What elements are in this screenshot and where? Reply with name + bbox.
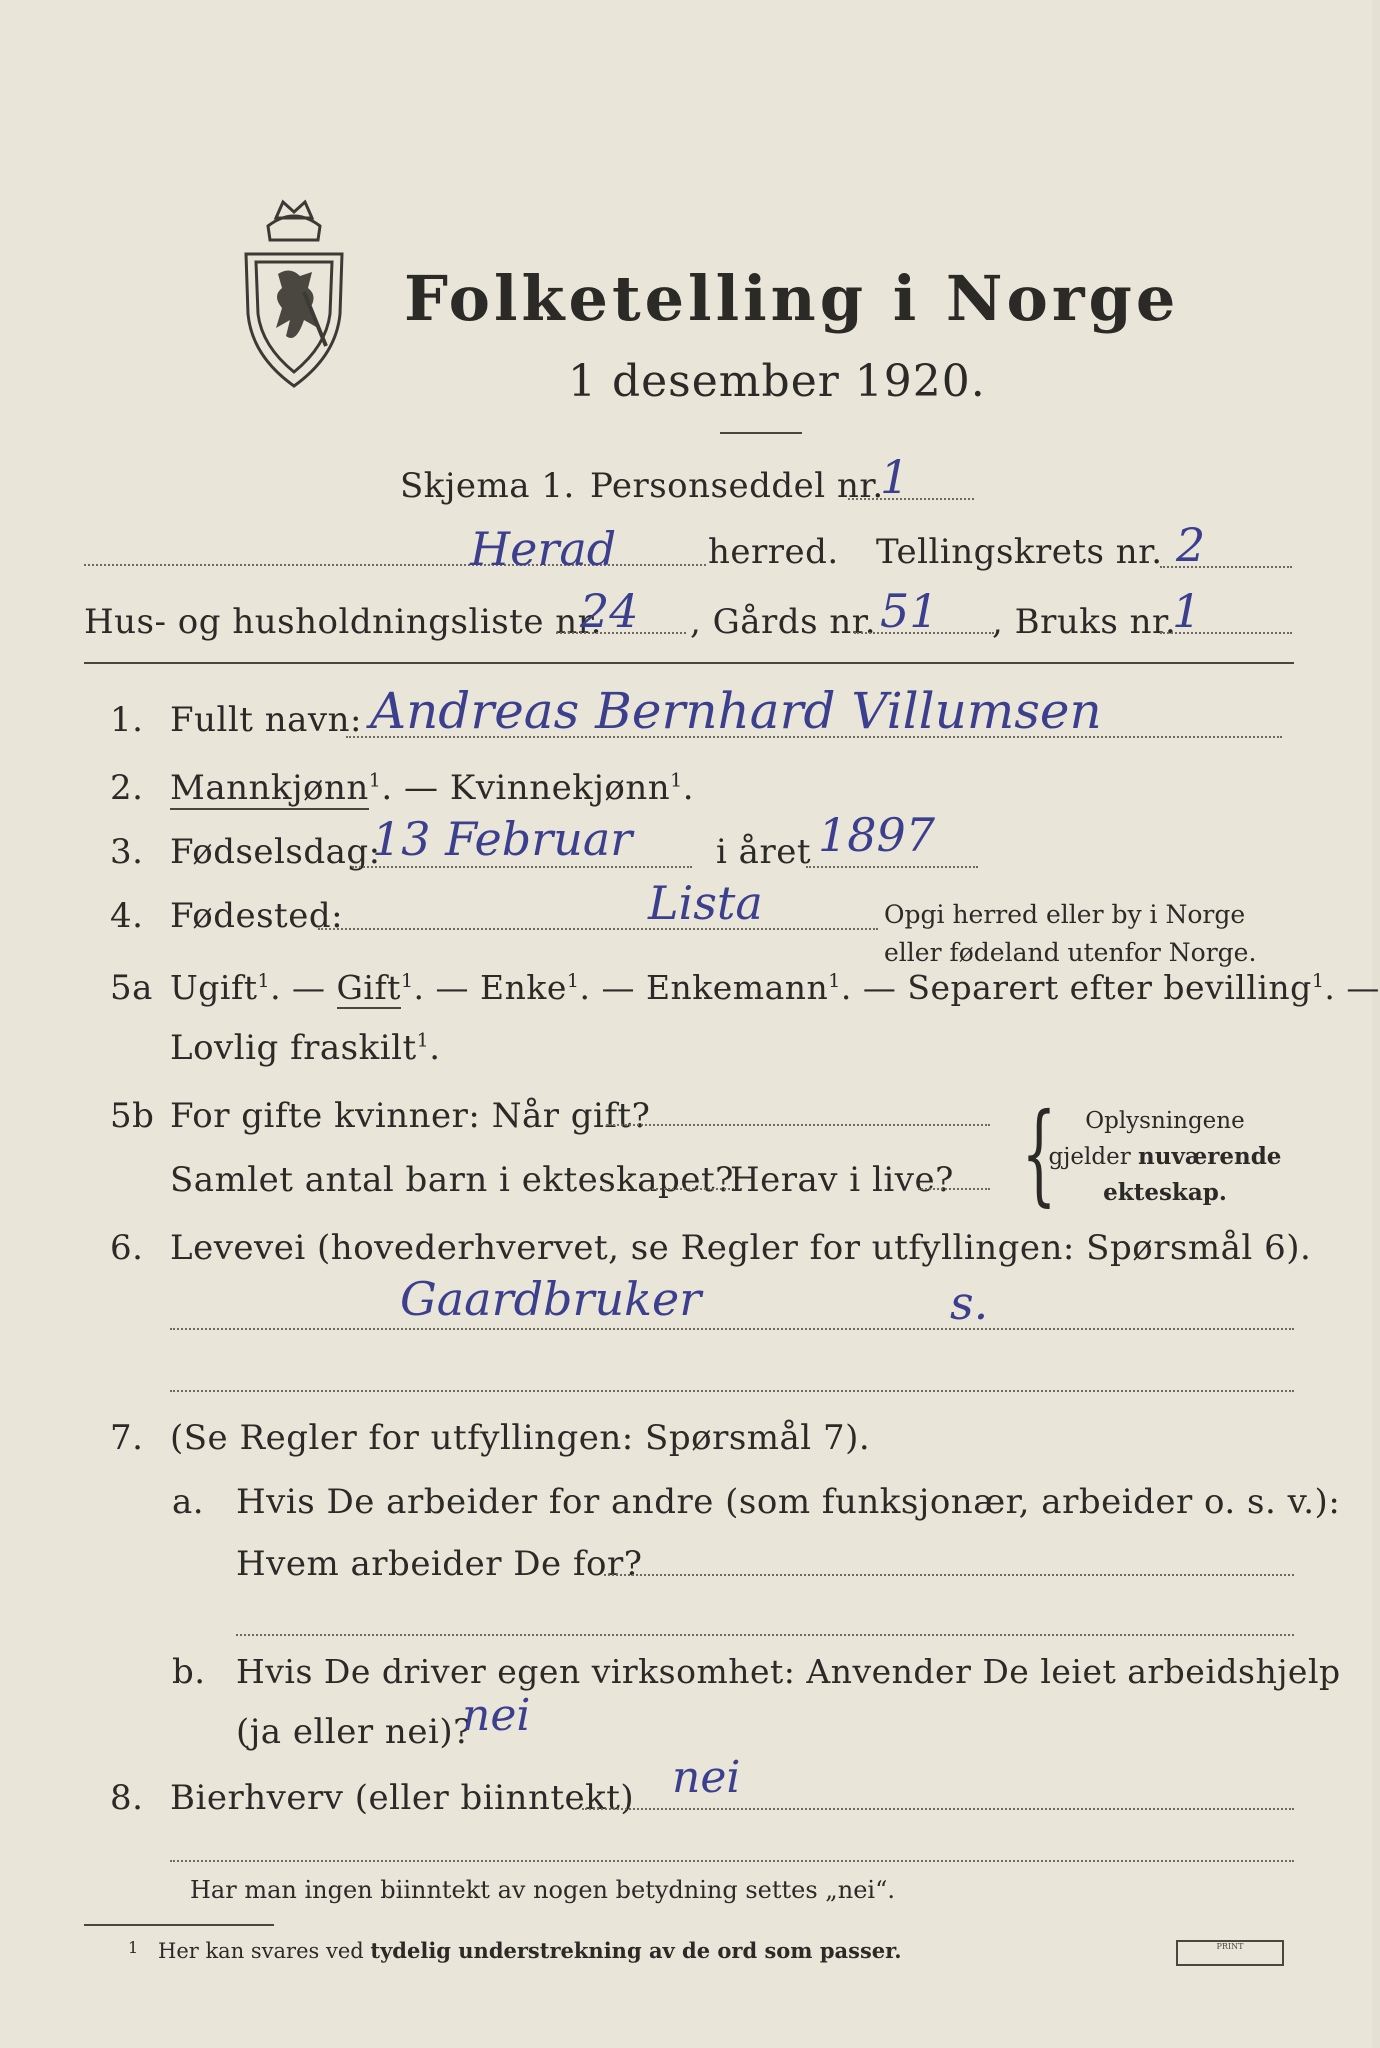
q6-line2 — [170, 1390, 1294, 1392]
q2-female-sup: 1 — [670, 769, 683, 792]
tellingskrets-value: 2 — [1176, 518, 1206, 572]
q6-label: Levevei (hovederhvervet, se Regler for utfyllingen: Spørsmål 6). — [170, 1228, 1312, 1268]
q2-line — [170, 768, 694, 808]
hus-label: Hus- og husholdningsliste nr. — [84, 602, 602, 642]
q5b-alive-dots — [918, 1188, 990, 1190]
q3-birthday-value: 13 Februar — [372, 812, 633, 866]
q5a-number: 5a — [110, 968, 153, 1008]
q7a-line3-dots — [236, 1634, 1294, 1636]
form-date: 1 desember 1920. — [568, 356, 986, 407]
q7a-line2-dots — [604, 1574, 1294, 1576]
q5b-line2: Samlet antal barn i ekteskapet? — [170, 1160, 734, 1200]
q5a-fraskilt: Lovlig fraskilt — [170, 1028, 417, 1068]
footnote-text — [158, 1938, 902, 1963]
q5b-children-dots — [648, 1188, 742, 1190]
tellingskrets-label: Tellingskrets nr. — [876, 532, 1163, 572]
personseddel-value: 1 — [880, 450, 910, 504]
hus-value: 24 — [580, 584, 639, 638]
q5a-gift: Gift — [336, 968, 401, 1007]
q7-label: (Se Regler for utfyllingen: Spørsmål 7). — [170, 1418, 871, 1458]
q7a-number: a. — [172, 1482, 205, 1522]
q4-note — [884, 896, 1256, 972]
q8-line2 — [170, 1860, 1294, 1862]
q6-number: 6. — [110, 1228, 144, 1268]
herred-label: herred. — [708, 532, 839, 572]
q7a-line1: Hvis De arbeider for andre (som funksjonær, arbeider o. s. v.): — [236, 1482, 1341, 1522]
footnote-text-b: tydelig understrekning av de ord som passer. — [370, 1938, 902, 1963]
herred-value: Herad — [470, 522, 617, 576]
skjema-label: Skjema 1. — [400, 466, 575, 506]
q5a-sup-2: 1 — [400, 970, 414, 992]
q6-line1 — [170, 1328, 1294, 1330]
q2-separator: . — — [381, 768, 450, 808]
q5a-enke: . — Enke — [413, 968, 567, 1007]
footnote-text-a: Her kan svares ved — [158, 1939, 371, 1963]
q5a-sep-1: . — — [270, 968, 337, 1007]
printer-stamp: PRINT — [1176, 1940, 1284, 1966]
gards-value: 51 — [880, 584, 939, 638]
q5b-note — [1030, 1104, 1300, 1210]
q5a-sup-4: 1 — [828, 970, 841, 992]
q7b-number: b. — [172, 1652, 206, 1692]
q5a-ugift: Ugift — [170, 968, 258, 1007]
q7b-line1: Hvis De driver egen virksomhet: Anvender De leiet arbeidshjelp — [236, 1652, 1341, 1691]
q8-number: 8. — [110, 1778, 144, 1818]
q8-label: Bierhverv (eller biinntekt) — [170, 1778, 635, 1818]
q5a-line1 — [170, 968, 1380, 1007]
form-title: Folketelling i Norge — [404, 262, 1180, 335]
q5b-brace: { — [1021, 1089, 1057, 1217]
bruks-label: , Bruks nr. — [992, 602, 1177, 642]
q6-occupation-value: Gaardbruker — [400, 1272, 702, 1326]
q1-number: 1. — [110, 700, 144, 740]
norwegian-coat-of-arms-icon — [238, 196, 350, 396]
q6-occupation-value-2: s. — [950, 1276, 989, 1330]
bruks-value: 1 — [1172, 584, 1202, 638]
q5b-note-line2b: nuværende — [1138, 1143, 1282, 1170]
q8-line1 — [582, 1808, 1294, 1810]
q5b-alive-label: Herav i live? — [730, 1160, 954, 1200]
q2-male-sup: 1 — [368, 769, 382, 792]
q3-year-line — [806, 866, 978, 868]
q3-day-line — [352, 866, 692, 868]
q5a-sup-6: 1 — [416, 1029, 430, 1052]
personseddel-line — [848, 498, 974, 500]
q2-end: . — [682, 768, 695, 808]
q5a-separert: . — Separert efter bevilling — [840, 968, 1312, 1007]
gards-label: , Gårds nr. — [690, 602, 877, 642]
q8-value: nei — [672, 1752, 741, 1803]
q4-number: 4. — [110, 896, 144, 936]
personseddel-label: Personseddel nr. — [590, 466, 884, 506]
footer-note: Har man ingen biinntekt av nogen betydning settes „nei“. — [190, 1876, 895, 1904]
q5a-end: . — — [1324, 968, 1380, 1007]
q5b-note-line1: Oplysningene — [1085, 1108, 1245, 1134]
q4-note-line1: Opgi herred eller by i Norge — [884, 900, 1246, 929]
q5a-enkemann: . — Enkemann — [579, 968, 829, 1007]
header-divider — [84, 662, 1294, 664]
q4-note-line2: eller fødeland utenfor Norge. — [884, 938, 1257, 967]
q1-full-name-value: Andreas Bernhard Villumsen — [370, 682, 1102, 740]
footnote-divider — [84, 1924, 274, 1926]
q3-year-value: 1897 — [818, 808, 936, 862]
q3-number: 3. — [110, 832, 144, 872]
footnote-number: 1 — [128, 1938, 139, 1957]
q1-label: Fullt navn: — [170, 700, 362, 740]
q3-label: Fødselsdag: — [170, 832, 381, 872]
q3-year-label: i året — [716, 832, 811, 872]
q5b-number: 5b — [110, 1096, 155, 1136]
q7-number: 7. — [110, 1418, 144, 1458]
q7b-value: nei — [462, 1690, 531, 1741]
q4-line — [318, 928, 878, 930]
title-divider — [720, 432, 802, 434]
q2-number: 2. — [110, 768, 144, 808]
q5a-sup-3: 1 — [566, 970, 580, 992]
q5a-dot: . — [429, 1028, 441, 1068]
q4-label: Fødested: — [170, 896, 344, 936]
q5b-line1-dots — [606, 1124, 990, 1126]
q5b-line1: For gifte kvinner: Når gift? — [170, 1096, 651, 1136]
q5b-note-line2 — [1030, 1139, 1300, 1175]
q5b-note-line2a: gjelder — [1048, 1144, 1139, 1170]
q5a-sup-1: 1 — [257, 970, 271, 992]
q2-female-option: Kvinnekjønn — [449, 768, 671, 808]
q5a-line2 — [170, 1028, 441, 1068]
q7b-line2: (ja eller nei)? — [236, 1712, 472, 1752]
q5a-sup-5: 1 — [1311, 970, 1325, 992]
q7a-line2: Hvem arbeider De for? — [236, 1544, 643, 1584]
q2-male-option: Mannkjønn — [170, 768, 369, 808]
q4-birthplace-value: Lista — [648, 876, 763, 930]
q5b-note-line3: ekteskap. — [1103, 1179, 1227, 1206]
